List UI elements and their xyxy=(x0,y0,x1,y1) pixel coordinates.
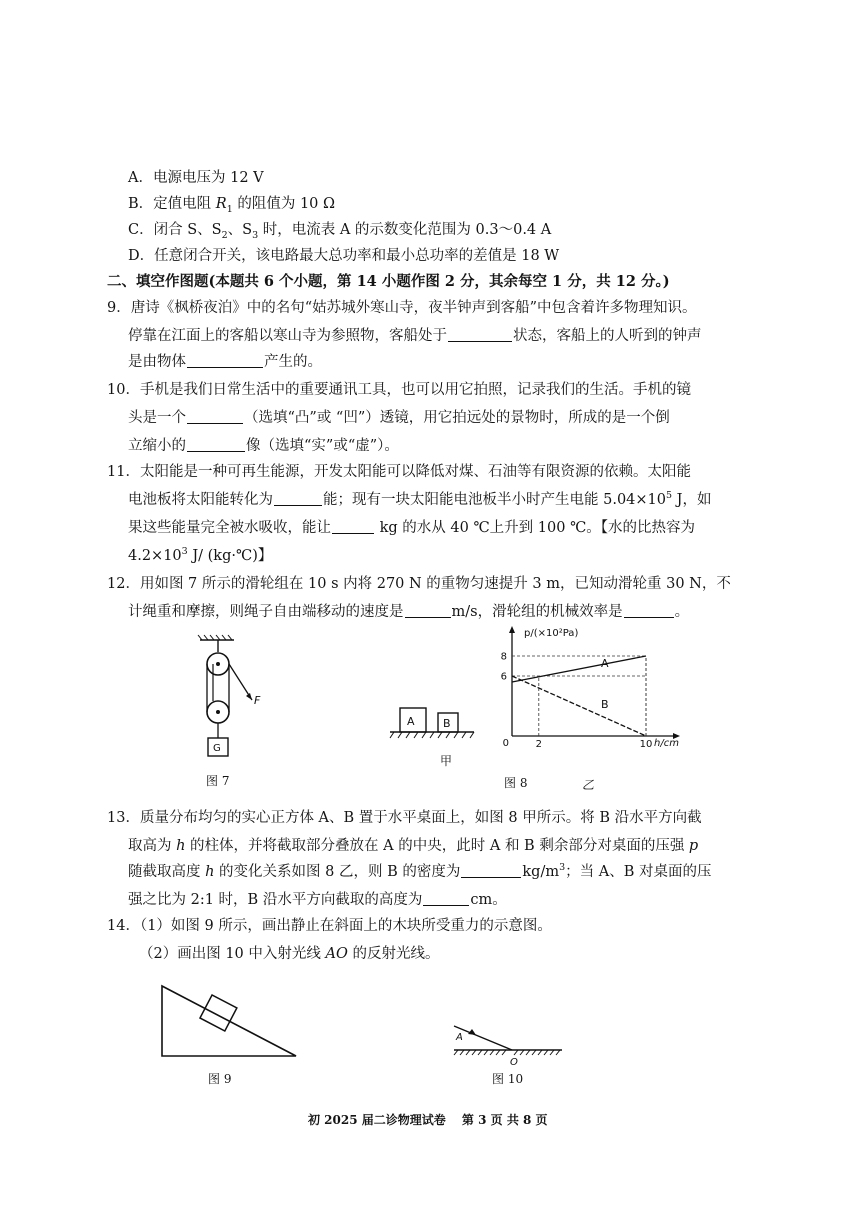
answer-blank[interactable] xyxy=(187,436,245,452)
option-c: C．闭合 S、$S_2$、$S_3$ 时，电流表 A 的示数变化范围为 0.3～0.4 A xyxy=(128,222,552,241)
question-14-line-1: 14．（1）如图 9 所示，画出静止在斜面上的木块所受重力的示意图。 xyxy=(107,918,552,934)
y-axis-label: p/(×10²Pa) xyxy=(524,628,579,639)
figure-10-caption: 图 10 xyxy=(492,1072,524,1086)
question-11-line-1: 11．太阳能是一种可再生能源，开发太阳能可以降低对煤、石油等有限资源的依赖。太阳能 xyxy=(107,464,691,480)
figure-8-yi-caption: 乙 xyxy=(582,778,595,792)
question-10-line-3: 立缩小的 像（选填“实”或“虚”）。 xyxy=(128,438,399,454)
series-line-b xyxy=(512,676,646,736)
section-heading: 二、填空作图题(本题共 6 个小题，第 14 小题作图 2 分，其余每空 1 分，共 12 分。) xyxy=(107,273,670,290)
question-9-line-2: 停靠在江面上的客船以寒山寺为参照物，客船处于 状态，客船上的人听到的钟声 xyxy=(128,328,702,344)
question-12-line-1: 12．用如图 7 所示的滑轮组在 10 s 内将 270 N 的重物匀速提升 3 m，已知动滑轮重 30 N，不 xyxy=(107,576,731,592)
option-d: D．任意闭合开关，该电路最大总功率和最小总功率的差值是 18 W xyxy=(128,248,560,264)
svg-text:A: A xyxy=(407,715,415,728)
answer-blank[interactable] xyxy=(274,490,322,506)
option-b: B．定值电阻 $R_1$ 的阻值为 10 Ω xyxy=(128,196,336,215)
figure-8-jia-caption: 甲 xyxy=(440,754,453,768)
figure-7-caption: 图 7 xyxy=(206,774,230,788)
figure-10-mirror xyxy=(446,1020,566,1070)
question-13-line-3: 随截取高度 h 的变化关系如图 8 乙，则 B 的密度为 $kg/m^3$；当 A、B 对桌面的压 xyxy=(128,862,712,880)
answer-blank[interactable] xyxy=(448,326,512,342)
origin-label: 0 xyxy=(502,738,509,749)
question-11-line-2: 电池板将太阳能转化为 能；现有一块太阳能电池板半小时产生电能 $5.04\times 10^5$ J，如 xyxy=(128,490,712,508)
question-14-line-2: （2）画出图 10 中入射光线 AO 的反射光线。 xyxy=(139,946,440,962)
question-11-line-4: $4.2\times 10^3$ J/ (kg·℃)】 xyxy=(128,546,273,564)
series-line-a xyxy=(512,656,646,682)
x-axis-label: h/cm xyxy=(654,738,679,749)
question-13-line-1: 13．质量分布均匀的实心正方体 A、B 置于水平桌面上，如图 8 甲所示。将 B 沿水平方向截 xyxy=(107,810,702,826)
answer-blank[interactable] xyxy=(332,518,374,534)
question-11-line-3: 果这些能量完全被水吸收，能让 kg 的水从 40 ℃上升到 100 ℃。【水的比热容为 xyxy=(128,520,696,536)
point-o-label: O xyxy=(510,1057,518,1068)
figure-8-caption: 图 8 xyxy=(504,776,528,790)
question-10-line-2: 头是一个 （选填“凸”或 “凹”）透镜，用它拍远处的景物时，所成的是一个倒 xyxy=(128,410,670,426)
question-9-line-3: 是由物体 产生的。 xyxy=(128,354,322,370)
figure-9-incline xyxy=(154,978,304,1062)
figure-9-caption: 图 9 xyxy=(208,1072,232,1086)
wooden-block xyxy=(200,995,237,1031)
figure-7-pulley xyxy=(196,634,266,764)
y-tick-label: 6 xyxy=(500,671,507,683)
question-13-line-4: 强之比为 2:1 时，B 沿水平方向截取的高度为 cm。 xyxy=(128,892,507,908)
weight-label: G xyxy=(213,743,221,754)
option-a: A．电源电压为 12 V xyxy=(128,170,264,186)
question-12-line-2: 计绳重和摩擦，则绳子自由端移动的速度是 m/s，滑轮组的机械效率是 。 xyxy=(128,604,690,620)
answer-blank[interactable] xyxy=(187,352,263,368)
figure-8-blocks xyxy=(386,700,478,746)
question-13-line-2: 取高为 h 的柱体，并将截取部分叠放在 A 的中央，此时 A 和 B 剩余部分对桌面的压强 p xyxy=(128,838,699,854)
question-9-line-1: 9．唐诗《枫桥夜泊》中的名句“姑苏城外寒山寺，夜半钟声到客船”中包含着许多物理知识。 xyxy=(107,300,697,316)
answer-blank[interactable] xyxy=(405,602,451,618)
series-label-b: B xyxy=(601,698,609,711)
x-tick-label: 2 xyxy=(535,739,542,750)
question-10-line-1: 10．手机是我们日常生活中的重要通讯工具，也可以用它拍照，记录我们的生活。手机的镜 xyxy=(107,382,691,398)
point-a-label: A xyxy=(456,1032,463,1043)
y-tick-label: 8 xyxy=(500,651,507,663)
x-tick-label: 10 xyxy=(639,739,653,750)
answer-blank[interactable] xyxy=(187,408,243,424)
series-label-a: A xyxy=(601,657,609,670)
force-label: F xyxy=(254,694,261,707)
svg-text:B: B xyxy=(443,717,451,730)
answer-blank[interactable] xyxy=(624,602,674,618)
answer-blank[interactable] xyxy=(423,890,469,906)
figure-8-chart xyxy=(486,620,686,760)
page-footer: 初 2025 届二诊物理试卷 第 3 页 共 8 页 xyxy=(308,1113,548,1127)
answer-blank[interactable] xyxy=(461,862,521,878)
